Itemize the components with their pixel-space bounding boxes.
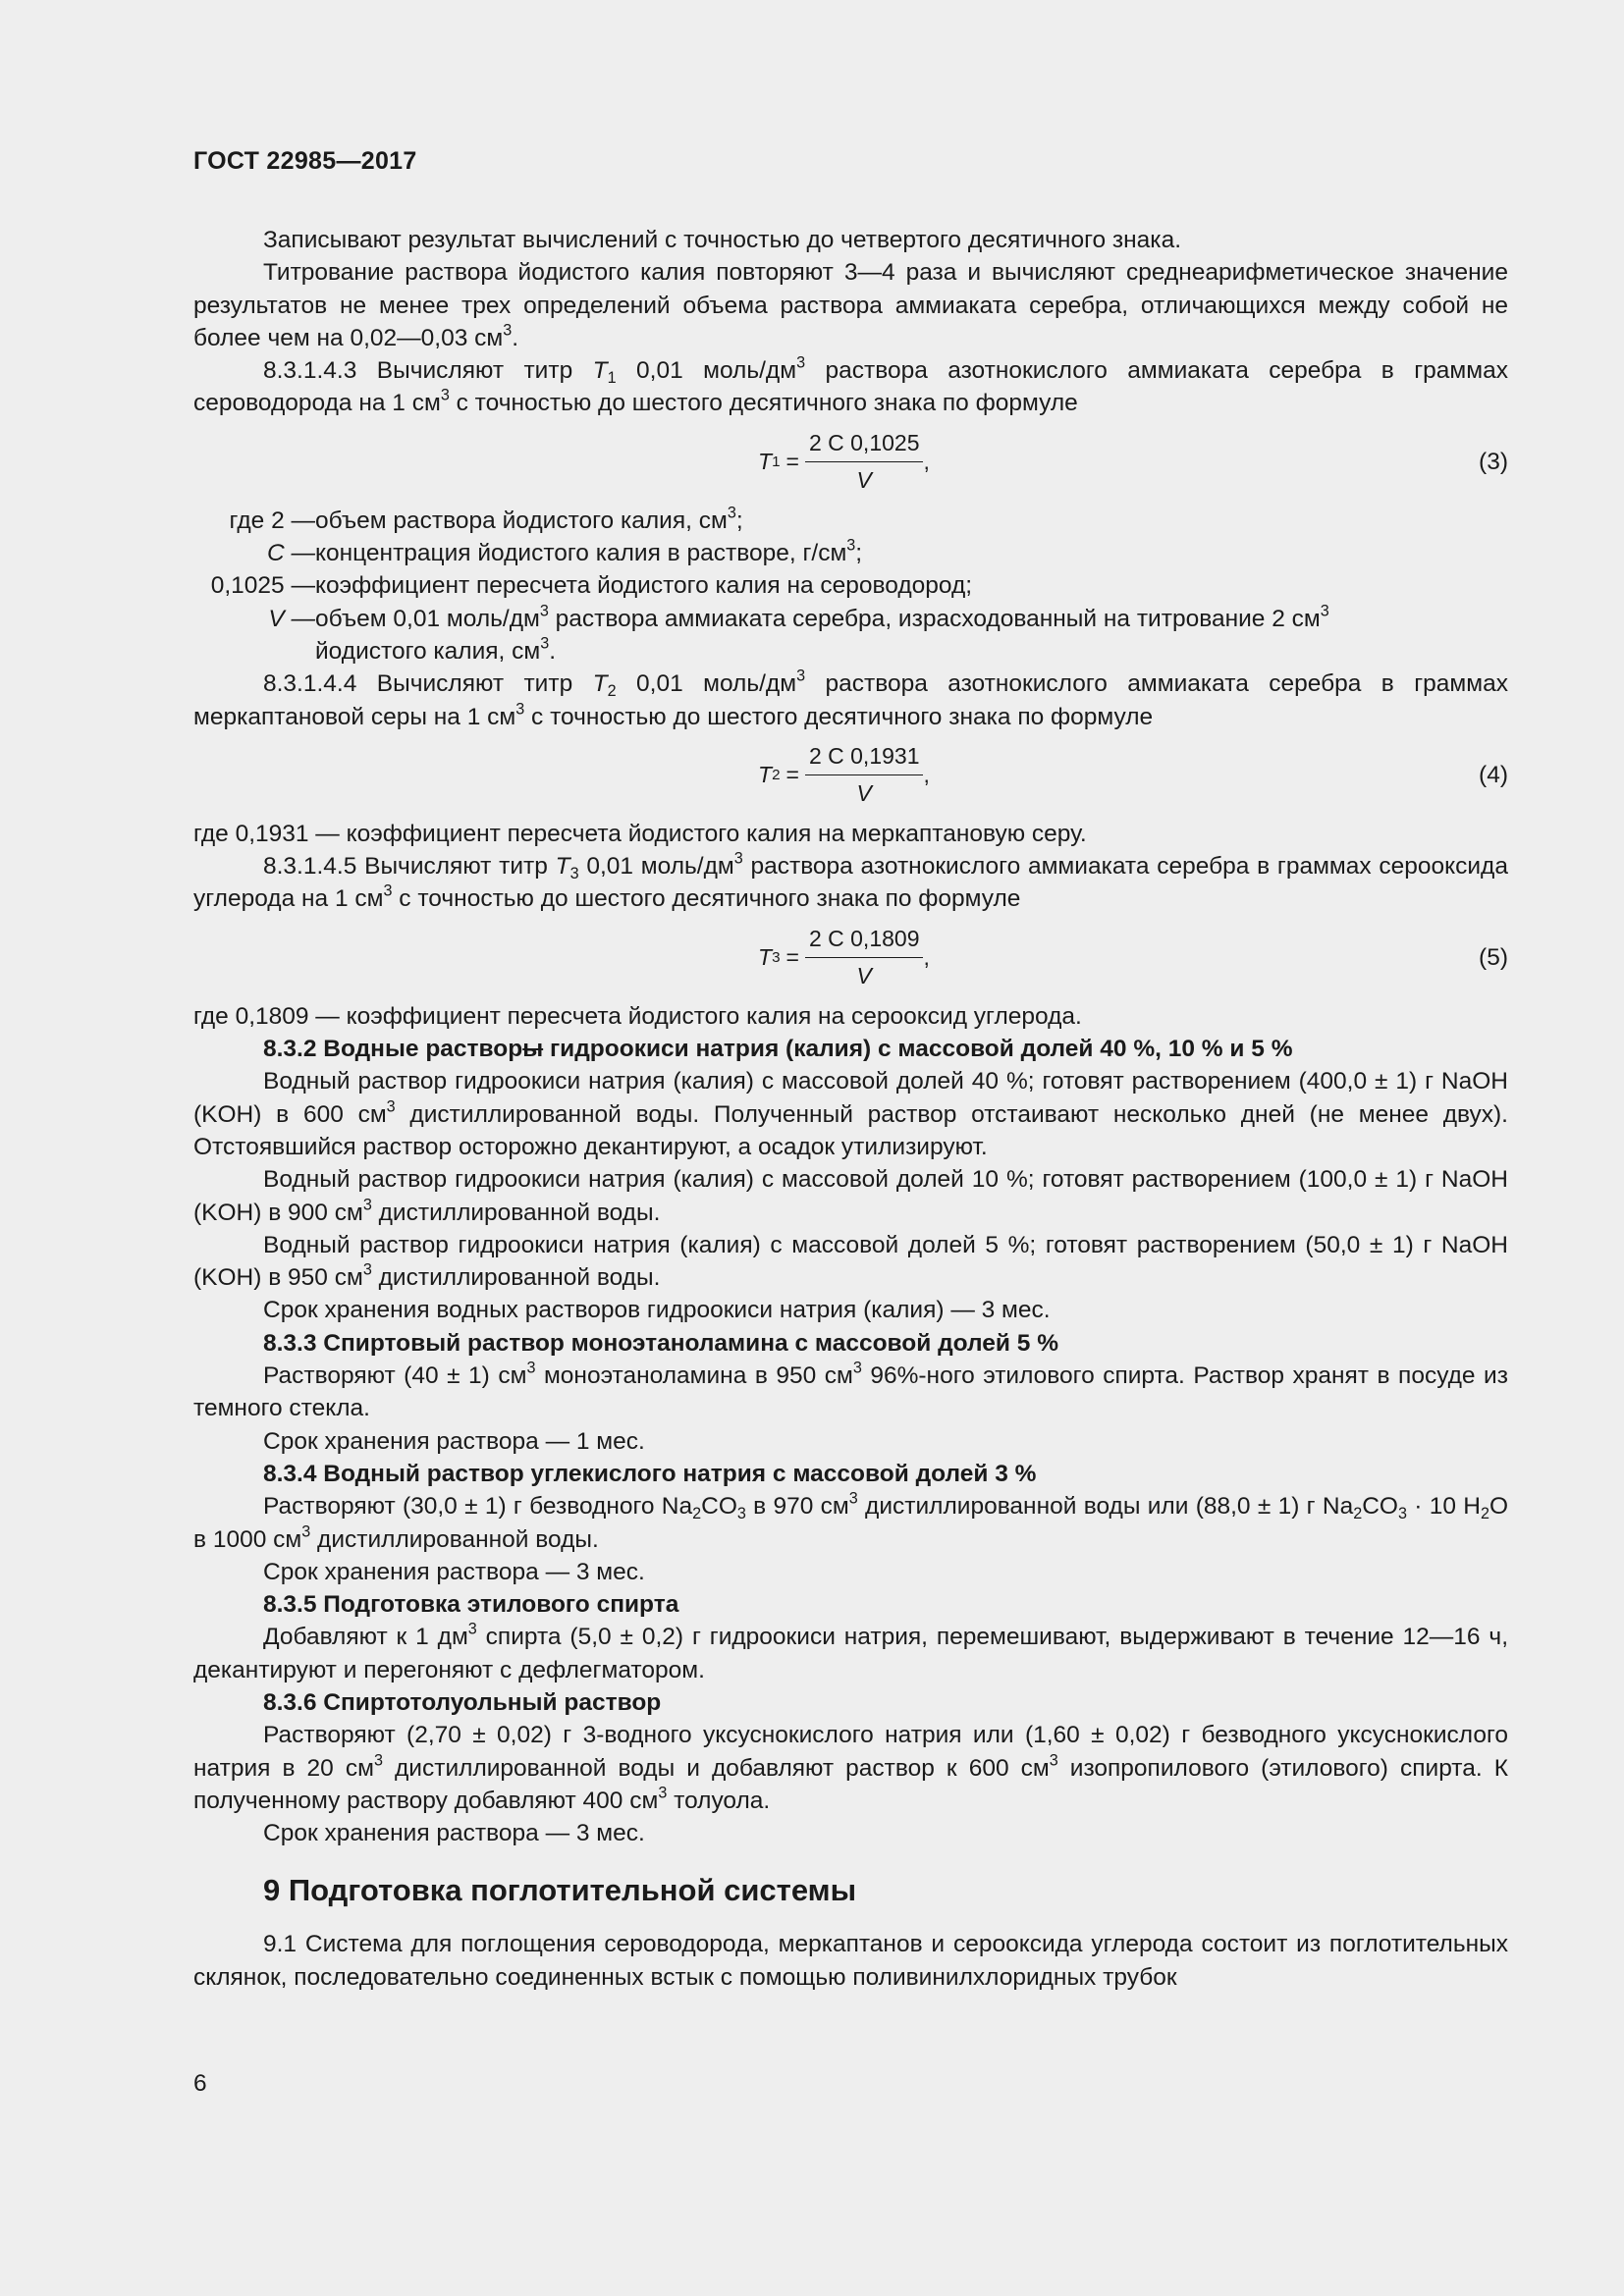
paragraph: Водный раствор гидроокиси натрия (калия) с массовой долей 5 %; готовят растворением (50,0 ± 1) г NaOH (KOH) в 950 $см^3$ дистиллированной воды. <box>193 1231 1508 1292</box>
paragraph: 8.3.1.4.4 Вычисляют титр $T_2$ 0,01 моль/$дм^3$ раствора азотнокислого аммиаката серебра в граммах меркаптановой серы на 1 $см^3$ с точностью до шестого десятичного знака по формуле <box>193 667 1508 730</box>
page-content <box>193 224 1508 1994</box>
paragraph: Срок хранения раствора — 1 мес. <box>263 1427 645 1455</box>
page-number: 6 <box>193 2070 207 2097</box>
formula-number: (4) <box>1479 761 1508 788</box>
formula-3: T 1 = $\frac{2 C 0,1025}{V}$ , (3) <box>193 430 1508 495</box>
paragraph: Записывают результат вычислений с точностью до четвертого десятичного знака. <box>263 227 1181 253</box>
formula-4: T 2 = $\frac{2 C 0,1931}{V}$ , (4) <box>193 743 1508 808</box>
paragraph: Срок хранения водных растворов гидроокиси натрия (калия) — 3 мес. <box>263 1297 1051 1324</box>
paragraph: Растворяют (40 ± 1) $см^3$ моноэтаноламина в 950 $см^3$ 96%-ного этилового спирта. Раствор хранят в посуде из темного стекла. <box>193 1359 1508 1422</box>
paragraph: Водный раствор гидроокиси натрия (калия) с массовой долей 40 %; готовят растворением (400,0 ± 1) г NaOH (KOH) в 600 $см^3$ дистиллированной воды. Полученный раствор отстаивают несколько дней (не менее двух). Отстоявшийся раствор осторожно декантируют, а осадок утилизируют. <box>193 1068 1508 1160</box>
paragraph: Растворяют (2,70 ± 0,02) г 3-водного уксуснокислого натрия или (1,60 ± 0,02) г безводного уксуснокислого натрия в 20 $см^3$ дистиллированной воды и добавляют раствор к 600 $см^3$ изопропилового (этилового) спирта. К полученному раствору добавляют 400 $см^3$ толуола. <box>193 1722 1508 1814</box>
subsection-heading: 8.3.3 Спиртовый раствор моноэтаноламина с массовой долей 5 % <box>263 1329 1058 1357</box>
where-line: где 2 — объем раствора йодистого калия, $см^3$; <box>229 504 743 534</box>
paragraph: Срок хранения раствора — 3 мес. <box>263 1558 645 1585</box>
section-heading: 9 Подготовка поглотительной системы <box>263 1873 857 1908</box>
paragraph: 8.3.1.4.3 Вычисляют титр $T_1$ 0,01 моль/$дм^3$ раствора азотнокислого аммиаката серебра в граммах сероводорода на 1 $см^3$ с точностью до шестого десятичного знака по формуле <box>193 353 1508 417</box>
paragraph: 8.3.1.4.5 Вычисляют титр $T_3$ 0,01 моль/$дм^3$ раствора азотнокислого аммиаката серебра в граммах серооксида углерода на 1 $см^3$ с точностью до шестого десятичного знака по формуле <box>193 849 1508 913</box>
where-line: V — объем 0,01 моль/$дм^3$ раствора аммиаката серебра, израсходованный на титрование 2 $см^3$ йодистого калия, $см^3$. <box>268 602 1329 665</box>
subsection-heading: 8.3.5 Подготовка этилового спирта <box>263 1591 679 1619</box>
formula-5: T 3 = $\frac{2 C 0,1809}{V}$ , (5) <box>193 926 1508 990</box>
subsection-heading: 8.3.4 Водный раствор углекислого натрия с массовой долей 3 % <box>263 1460 1037 1487</box>
paragraph: 9.1 Система для поглощения сероводорода, меркаптанов и серооксида углерода состоит из поглотительных склянок, последовательно соединенных встык с помощью поливинилхлоридных трубок <box>193 1931 1508 1991</box>
where-line: C — концентрация йодистого калия в растворе, $г/см^3$; <box>267 536 863 567</box>
paragraph: Растворяют (30,0 ± 1) г безводного $Na_2CO_3$ в 970 $см^3$ дистиллированной воды или (88,0 ± 1) г $Na_2CO_3 \cdot 10$ $H_2O$ в 1000 $см^3$ дистиллированной воды. <box>193 1489 1508 1553</box>
paragraph: Добавляют к 1 $дм^3$ спирта (5,0 ± 0,2) г гидроокиси натрия, перемешивают, выдерживают в течение 12—16 ч, декантируют и перегоняют с дефлегматором. <box>193 1620 1508 1683</box>
formula-number: (3) <box>1479 448 1508 475</box>
paragraph: Водный раствор гидроокиси натрия (калия) с массовой долей 10 %; готовят растворением (100,0 ± 1) г NaOH (KOH) в 900 $см^3$ дистиллированной воды. <box>193 1166 1508 1226</box>
where-line: 0,1025 — коэффициент пересчета йодистого калия на сероводород; <box>210 572 973 600</box>
where-line: где 0,1809 — коэффициент пересчета йодистого калия на серооксид углерода. <box>193 1002 1082 1030</box>
formula-number: (5) <box>1479 943 1508 971</box>
where-line: где 0,1931 — коэффициент пересчета йодистого калия на меркаптановую серу. <box>193 820 1087 847</box>
paragraph: Срок хранения раствора — 3 мес. <box>263 1820 645 1847</box>
document-header: ГОСТ 22985—2017 <box>193 147 417 175</box>
paragraph: Титрование раствора йодистого калия повторяют 3—4 раза и вычисляют среднеарифметическое значение результатов не менее трех определений объема раствора аммиаката серебра, отличающихся между собой не более чем на 0,02—0,03 $см^3$. <box>193 259 1508 351</box>
subsection-heading: 8.3.2 Водные растворы гидроокиси натрия (калия) с массовой долей 40 %, 10 % и 5 % <box>263 1036 1293 1063</box>
subsection-heading: 8.3.6 Спиртотолуольный раствор <box>263 1688 662 1716</box>
